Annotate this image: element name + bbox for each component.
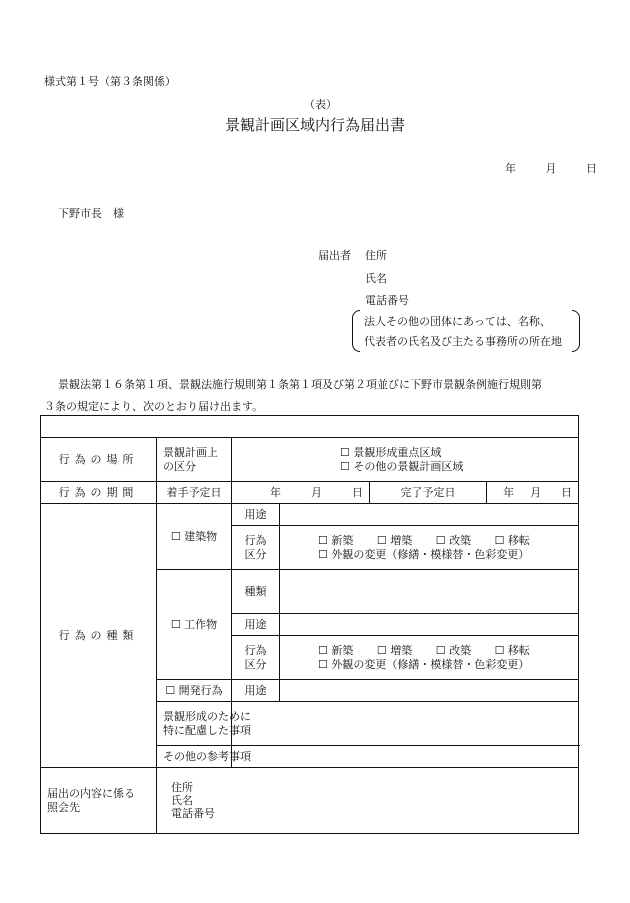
page-title: 景観計画区域内行為届出書 <box>224 116 405 134</box>
type-label: 行為の種類 <box>41 504 157 768</box>
zone-label: 景観計画上 の区分 <box>157 438 232 482</box>
contact-address-label: 住所 <box>171 780 193 794</box>
applicant-label: 届出者 <box>318 249 351 262</box>
applicant-phone-label: 電話番号 <box>365 294 409 307</box>
structure-opt-relocate[interactable]: ☐ 移転 <box>494 644 530 658</box>
building-opt-extend[interactable]: ☐ 増築 <box>376 534 413 548</box>
building-use-label: 用途 <box>232 504 280 526</box>
corporate-note-line1: 法人その他の団体にあっては、名称、 <box>364 315 551 328</box>
date-year: 年 <box>505 162 516 175</box>
intro-line2: ３条の規定により、次のとおり届け出ます。 <box>44 400 264 413</box>
location-label: 行為の場所 <box>41 438 157 482</box>
development-use-field[interactable] <box>280 680 579 702</box>
date-day: 日 <box>586 162 597 175</box>
zone-options <box>232 438 579 482</box>
applicant-address-label: 住所 <box>365 249 387 262</box>
building-opt-new[interactable]: ☐ 新築 <box>318 534 354 548</box>
period-label: 行為の期間 <box>41 482 157 504</box>
blank-top-row <box>41 416 579 438</box>
applicant-name-label: 氏名 <box>365 272 387 285</box>
other-ref-field[interactable] <box>232 746 579 768</box>
structure-opt-exterior[interactable]: ☐ 外観の変更（修繕・模様替・色彩変更） <box>318 657 530 671</box>
addressee: 下野市長 様 <box>58 207 124 220</box>
structure-use-field[interactable] <box>280 614 579 636</box>
building-act-options <box>280 526 579 570</box>
building-opt-exterior[interactable]: ☐ 外観の変更（修繕・模様替・色彩変更） <box>318 547 530 561</box>
building-checkbox[interactable]: ☐ 建築物 <box>157 504 232 570</box>
building-act-label: 行為 区分 <box>232 526 280 570</box>
building-use-field[interactable] <box>280 504 579 526</box>
contact-phone-label: 電話番号 <box>171 807 215 821</box>
building-opt-rebuild[interactable]: ☐ 改築 <box>435 534 472 548</box>
intro-line1: 景観法第１６条第１項、景観法施行規則第１条第１項及び第２項並びに下野市景観条例施行規則第 <box>58 378 542 391</box>
structure-checkbox[interactable]: ☐ 工作物 <box>157 570 232 680</box>
corporate-note-line2: 代表者の氏名及び主たる事務所の所在地 <box>364 335 562 348</box>
structure-use-label: 用途 <box>232 614 280 636</box>
consideration-label: 景観形成のために 特に配慮した事項 <box>157 702 232 746</box>
structure-opt-rebuild[interactable]: ☐ 改築 <box>435 644 472 658</box>
start-date-label: 着手予定日 <box>157 482 232 504</box>
structure-opt-extend[interactable]: ☐ 増築 <box>376 644 413 658</box>
contact-label: 届出の内容に係る 照会先 <box>41 768 157 834</box>
start-date-field[interactable]: 年 月 日 <box>232 482 370 504</box>
zone-option-priority[interactable]: ☐ 景観形成重点区域 <box>340 446 442 460</box>
other-ref-label: その他の参考事項 <box>157 746 232 768</box>
structure-act-label: 行為 区分 <box>232 636 280 680</box>
contact-field[interactable] <box>157 768 579 834</box>
end-date-field[interactable]: 年 月 日 <box>487 482 579 504</box>
contact-name-label: 氏名 <box>171 793 193 807</box>
form-number: 様式第１号（第３条関係） <box>44 75 176 88</box>
structure-kind-label: 種類 <box>232 570 280 614</box>
development-checkbox[interactable]: ☐ 開発行為 <box>157 680 232 702</box>
consideration-field[interactable] <box>232 702 579 746</box>
submission-date <box>505 163 597 174</box>
structure-act-options <box>280 636 579 680</box>
development-use-label: 用途 <box>232 680 280 702</box>
side-label: （表） <box>304 98 337 111</box>
structure-kind-field[interactable] <box>280 570 579 614</box>
building-opt-relocate[interactable]: ☐ 移転 <box>494 534 530 548</box>
date-month: 月 <box>545 162 557 175</box>
zone-option-other[interactable]: ☐ その他の景観計画区域 <box>340 459 464 473</box>
structure-opt-new[interactable]: ☐ 新築 <box>318 644 354 658</box>
notification-table <box>40 415 579 834</box>
end-date-label: 完了予定日 <box>370 482 487 504</box>
